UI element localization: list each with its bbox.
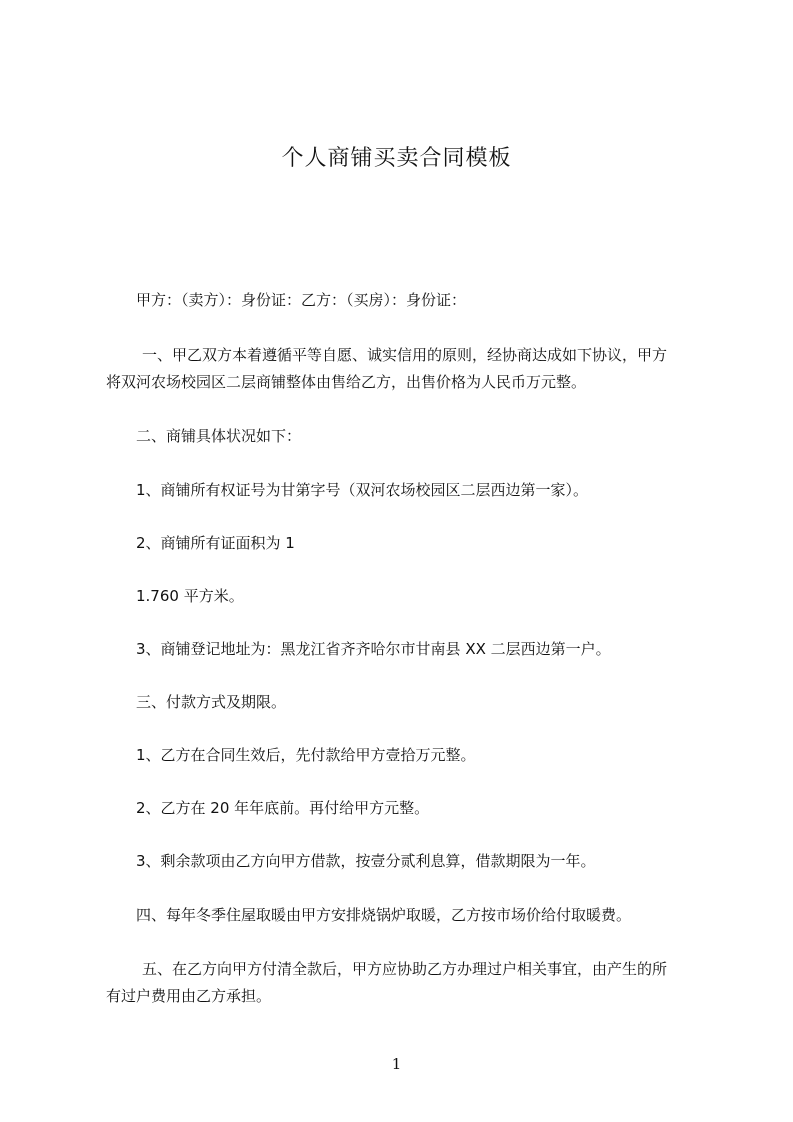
clause-3-item-1: 1、乙方在合同生效后，先付款给甲方壹拾万元整。 [136, 746, 476, 764]
clause-2-item-2-continued: 1.760 平方米。 [136, 587, 244, 605]
clause-5-line-2: 有过户费用由乙方承担。 [106, 987, 272, 1005]
page-number: 1 [391, 1055, 402, 1073]
clause-4: 四、每年冬季住屋取暖由甲方安排烧锅炉取暖，乙方按市场价给付取暖费。 [136, 906, 632, 924]
clause-5-line-1: 五、在乙方向甲方付清全款后，甲方应协助乙方办理过户相关事宜，由产生的所 [142, 960, 668, 978]
clause-2-heading: 二、商铺具体状况如下： [136, 427, 302, 445]
clause-1-line-2: 将双河农场校园区二层商铺整体由售给乙方，出售价格为人民币万元整。 [106, 373, 587, 391]
clause-2-item-2: 2、商铺所有证面积为 1 [136, 534, 295, 552]
clause-2-item-3: 3、商铺登记地址为：黑龙江省齐齐哈尔市甘南县 XX 二层西边第一户。 [136, 640, 611, 658]
clause-3-item-2: 2、乙方在 20 年年底前。再付给甲方元整。 [136, 799, 430, 817]
clause-3-item-3: 3、剩余款项由乙方向甲方借款，按壹分贰利息算，借款期限为一年。 [136, 852, 596, 870]
party-info-line: 甲方：（卖方）：身份证：乙方：（买房）：身份证： [136, 291, 467, 309]
clause-3-heading: 三、付款方式及期限。 [136, 693, 287, 711]
clause-1-line-1: 一、甲乙双方本着遵循平等自愿、诚实信用的原则，经协商达成如下协议，甲方 [142, 346, 668, 364]
document-title: 个人商铺买卖合同模板 [281, 146, 512, 171]
clause-2-item-1: 1、商铺所有权证号为甘第字号（双河农场校园区二层西边第一家）。 [136, 481, 589, 499]
